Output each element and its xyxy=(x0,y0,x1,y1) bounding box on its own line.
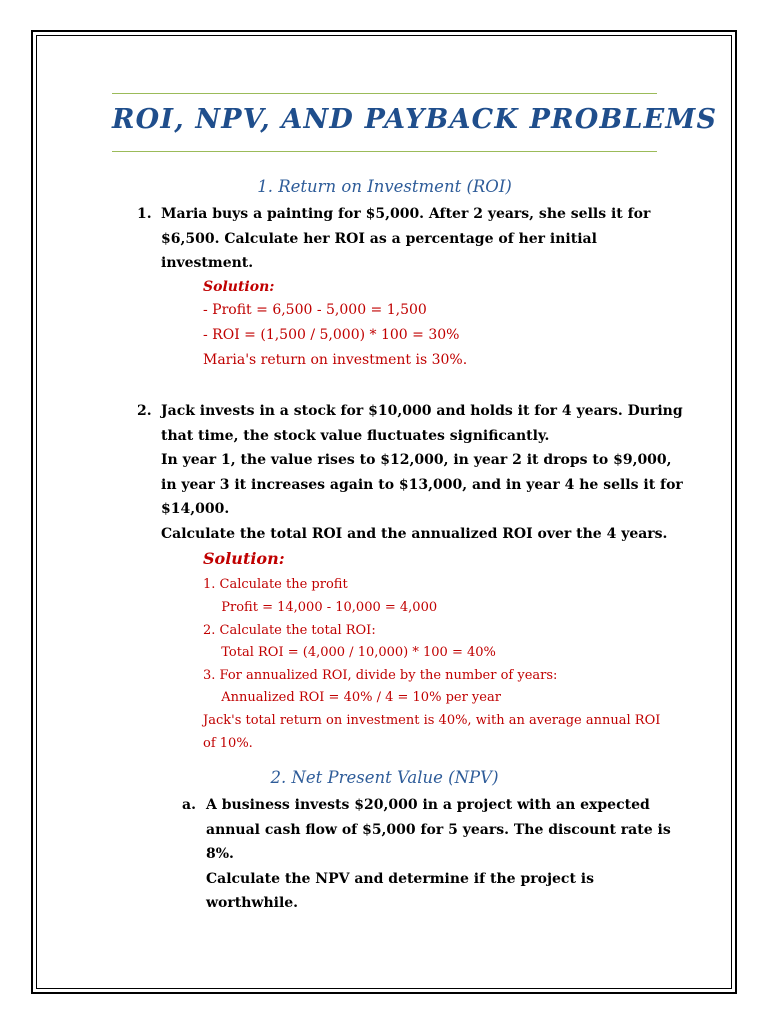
problem-line: annual cash flow of $5,000 for 5 years. The discount rate is xyxy=(206,821,671,838)
problem-1-text xyxy=(161,202,650,276)
problem-number: 1. xyxy=(137,206,152,222)
page-title: ROI, NPV, AND PAYBACK PROBLEMS xyxy=(112,104,718,135)
solution-label: Solution: xyxy=(203,549,285,568)
problem-number: 2. xyxy=(137,403,152,419)
problem-line: $14,000. xyxy=(161,501,230,517)
problem-line: $6,500. Calculate her ROI as a percentage of her initial xyxy=(161,230,597,247)
solution-line: - Profit = 6,500 - 5,000 = 1,500 xyxy=(203,302,427,318)
solution-line: Total ROI = (4,000 / 10,000) * 100 = 40% xyxy=(213,645,496,660)
problem-line: 8%. xyxy=(206,846,234,862)
title-rule-bottom xyxy=(112,151,657,152)
solution-line: 3. For annualized ROI, divide by the number of years: xyxy=(203,668,558,683)
solution-line: 2. Calculate the total ROI: xyxy=(203,623,376,638)
problem-line: Jack invests in a stock for $10,000 and holds it for 4 years. During xyxy=(161,403,683,419)
solution-line: Annualized ROI = 40% / 4 = 10% per year xyxy=(213,690,501,705)
solution-line: Profit = 14,000 - 10,000 = 4,000 xyxy=(213,600,438,615)
problem-2-text xyxy=(161,399,683,546)
problem-line: Maria buys a painting for $5,000. After 2 years, she sells it for xyxy=(161,206,651,222)
problem-line: in year 3 it increases again to $13,000, and in year 4 he sells it for xyxy=(161,476,683,493)
solution-line: Jack's total return on investment is 40%, with an average annual ROI xyxy=(203,713,661,728)
problem-line: In year 1, the value rises to $12,000, in year 2 it drops to $9,000, xyxy=(161,452,672,468)
solution-line: 1. Calculate the profit xyxy=(203,577,348,592)
solution-label: Solution: xyxy=(203,279,275,295)
problem-line: Calculate the total ROI and the annualized ROI over the 4 years. xyxy=(161,525,668,542)
section-heading-roi: 1. Return on Investment (ROI) xyxy=(257,177,512,196)
problem-line: A business invests $20,000 in a project with an expected xyxy=(206,797,650,813)
solution-line: Maria's return on investment is 30%. xyxy=(203,352,468,368)
problem-line: investment. xyxy=(161,255,254,271)
title-rule-top xyxy=(112,93,657,94)
problem-a-text xyxy=(206,793,671,916)
problem-line: that time, the stock value fluctuates significantly. xyxy=(161,427,550,444)
solution-line: - ROI = (1,500 / 5,000) * 100 = 30% xyxy=(203,327,460,343)
problem-line: worthwhile. xyxy=(206,895,299,911)
solution-line: of 10%. xyxy=(203,736,253,751)
problem-line: Calculate the NPV and determine if the project is xyxy=(206,870,594,887)
problem-number: a. xyxy=(182,797,196,813)
section-heading-npv: 2. Net Present Value (NPV) xyxy=(270,768,499,787)
